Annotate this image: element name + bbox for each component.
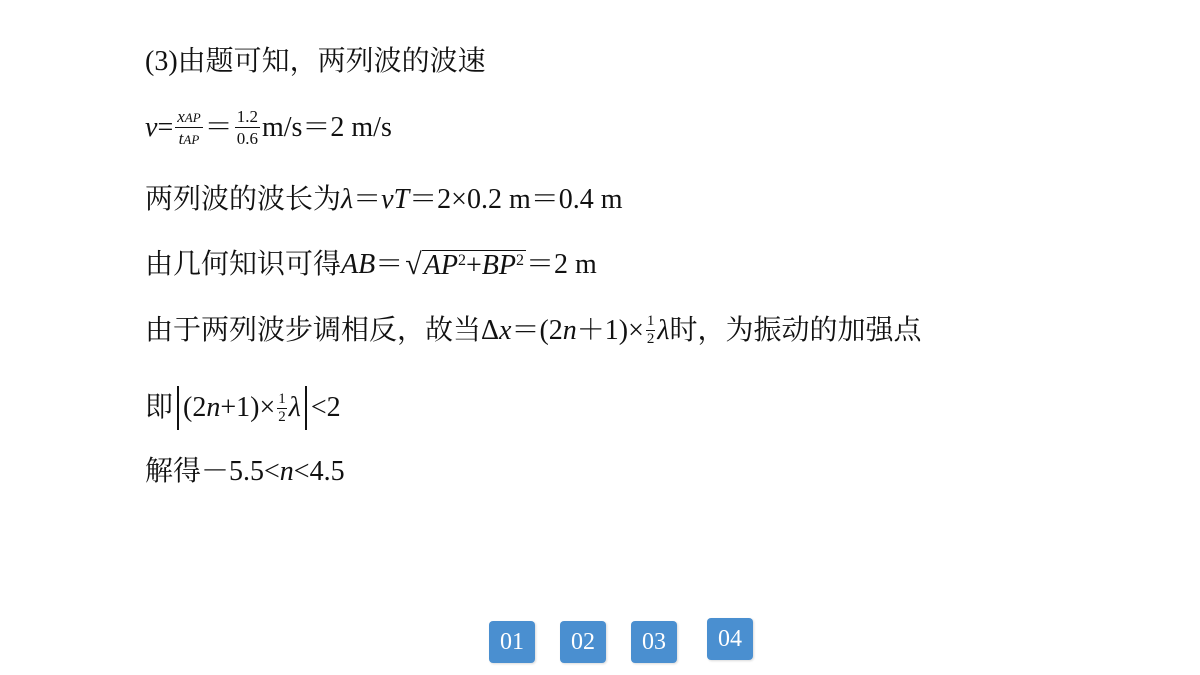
nav-button-04[interactable]: 04: [707, 618, 753, 660]
var-vT: vT: [381, 184, 410, 215]
sqrt-sign: √: [405, 248, 422, 282]
fraction-half-2: $\frac{1}{2}$: [278, 390, 286, 425]
var-lambda: λ: [341, 184, 354, 215]
nav-button-03[interactable]: 03: [631, 621, 677, 663]
fraction-numeric: $\frac{1.2}{0.6}$: [236, 107, 258, 148]
nav-button-02[interactable]: 02: [560, 621, 606, 663]
fraction-half: $\frac{1}{2}$: [646, 313, 655, 347]
sqrt-radicand: $AP^2+BP^2$: [423, 250, 524, 281]
line-4-geometry: 由几何知识可得 AB ＝ √ $AP^2+BP^2$ ＝2 m: [145, 248, 597, 282]
text-l1: (3)由题可知，两列波的波速: [145, 46, 486, 77]
line-7-result: 解得－5.5< n <4.5: [145, 456, 345, 487]
velocity-result: m/s＝2 m/s: [261, 111, 392, 143]
nav-button-01[interactable]: 01: [489, 621, 535, 663]
line-6-inequality: 即 (2 n +1)× $\frac{1}{2}$ λ <2: [145, 386, 341, 430]
line-3-wavelength: 两列波的波长为 λ ＝ vT ＝2×0.2 m＝0.4 m: [145, 184, 623, 215]
abs-bar-right: [305, 386, 307, 430]
var-v: v: [145, 111, 158, 143]
var-AB: AB: [341, 249, 376, 281]
equals-2: ＝: [204, 111, 233, 143]
line-2-velocity: [145, 108, 392, 147]
line-1: [145, 48, 486, 76]
line-5-condition: 由于两列波步调相反，故当Δ x ＝(2 n ＋1)× $\frac{1}{2}$ λ 时，为振动的加强点: [145, 313, 922, 347]
equals: =: [157, 111, 174, 143]
fraction-x-over-t: $\frac{\text{xAP}}{\text{tAP}}$: [177, 107, 201, 148]
abs-bar-left: [177, 386, 179, 430]
